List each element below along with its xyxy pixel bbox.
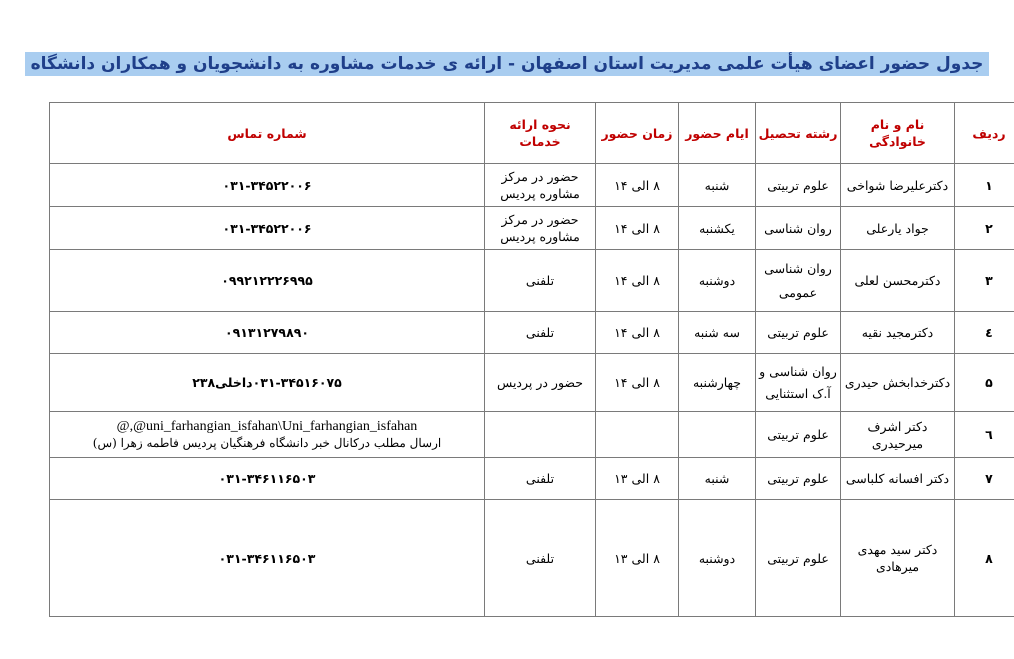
row-method: تلفنی: [485, 500, 596, 617]
row-field: علوم تربیتی: [756, 458, 841, 500]
row-number: ۲: [955, 207, 1014, 250]
row-number: ۱: [955, 164, 1014, 207]
row-method: تلفنی: [485, 458, 596, 500]
row-field: علوم تربیتی: [756, 164, 841, 207]
table-row: [50, 250, 1014, 312]
channel-handles: @,@uni_farhangian_isfahan\Uni_farhangian_isfahan: [116, 418, 418, 434]
row-contact-cell: [50, 412, 485, 458]
row-days: یکشنبه: [679, 207, 756, 250]
row-field: روان شناسی و آ.ک استثنایی: [756, 354, 841, 412]
row-days: شنبه: [679, 164, 756, 207]
row-name: جواد یارعلی: [841, 207, 955, 250]
row-number: ۵: [955, 354, 1014, 412]
row-contact: ۰۳۱-۳۴۶۱۱۶۵۰۳: [50, 500, 485, 617]
row-number: ۷: [955, 458, 1014, 500]
table-row: [50, 207, 1014, 250]
row-contact: ۰۹۹۲۱۲۲۲۶۹۹۵: [50, 250, 485, 312]
header-contact: شماره تماس: [50, 103, 485, 164]
row-contact: ۰۳۱-۳۴۵۲۲۰۰۶: [50, 164, 485, 207]
row-name: دکتر سید مهدی میرهادی: [841, 500, 955, 617]
row-contact: ۰۳۱-۳۴۶۱۱۶۵۰۳: [50, 458, 485, 500]
row-name: دکترعلیرضا شواخی: [841, 164, 955, 207]
row-time: ۸ الی ۱۴: [596, 207, 679, 250]
row-method: [485, 412, 596, 458]
row-name: دکترمحسن لعلی: [841, 250, 955, 312]
channel-note: ارسال مطلب درکانال خبر دانشگاه فرهنگیان پردیس فاطمه زهرا (س): [92, 435, 442, 450]
row-days: شنبه: [679, 458, 756, 500]
row-days: [679, 412, 756, 458]
row-days: دوشنبه: [679, 250, 756, 312]
row-name: دکترخدابخش حیدری: [841, 354, 955, 412]
row-method: حضور در مرکز مشاوره پردیس: [485, 164, 596, 207]
row-field: علوم تربیتی: [756, 500, 841, 617]
table-row: [50, 312, 1014, 354]
header-method: نحوه ارائه خدمات: [485, 103, 596, 164]
header-time: زمان حضور: [596, 103, 679, 164]
row-days: دوشنبه: [679, 500, 756, 617]
row-method: حضور در مرکز مشاوره پردیس: [485, 207, 596, 250]
page-title: جدول حضور اعضای هیأت علمی مدیریت استان اصفهان - ارائه ی خدمات مشاوره به دانشجویان و همکاران دانشگاه: [25, 52, 990, 76]
header-name: نام و نام خانوادگی: [841, 103, 955, 164]
row-contact: ۰۳۱-۳۴۵۱۶۰۷۵داخلی۲۳۸: [50, 354, 485, 412]
row-contact: ۰۳۱-۳۴۵۲۲۰۰۶: [50, 207, 485, 250]
row-time: ۸ الی ۱۴: [596, 250, 679, 312]
row-time: [596, 412, 679, 458]
row-number: ۸: [955, 500, 1014, 617]
row-number: ۳: [955, 250, 1014, 312]
row-time: ۸ الی ۱۳: [596, 500, 679, 617]
row-number: ٤: [955, 312, 1014, 354]
row-time: ۸ الی ۱۴: [596, 354, 679, 412]
row-name: دکتر افسانه کلباسی: [841, 458, 955, 500]
row-contact: ۰۹۱۳۱۲۷۹۸۹۰: [50, 312, 485, 354]
table-row: [50, 354, 1014, 412]
header-days: ایام حضور: [679, 103, 756, 164]
row-field: علوم تربیتی: [756, 412, 841, 458]
title-wrap: [0, 52, 1014, 76]
row-field: روان شناسی: [756, 207, 841, 250]
row-name: دکتر اشرف میرحیدری: [841, 412, 955, 458]
row-number: ٦: [955, 412, 1014, 458]
row-field: روان شناسی عمومی: [756, 250, 841, 312]
table-row: [50, 164, 1014, 207]
row-time: ۸ الی ۱۴: [596, 312, 679, 354]
table-row: [50, 500, 1014, 617]
row-time: ۸ الی ۱۳: [596, 458, 679, 500]
row-days: سه شنبه: [679, 312, 756, 354]
attendance-table: [49, 102, 1014, 617]
row-method: حضور در پردیس: [485, 354, 596, 412]
row-method: تلفنی: [485, 312, 596, 354]
row-time: ۸ الی ۱۴: [596, 164, 679, 207]
table-header-row: [50, 103, 1014, 164]
row-field: علوم تربیتی: [756, 312, 841, 354]
table-row: [50, 412, 1014, 458]
header-field: رشته تحصیل: [756, 103, 841, 164]
row-method: تلفنی: [485, 250, 596, 312]
table-row: [50, 458, 1014, 500]
header-row-number: ردیف: [955, 103, 1014, 164]
row-days: چهارشنبه: [679, 354, 756, 412]
row-name: دکترمجید نقیه: [841, 312, 955, 354]
